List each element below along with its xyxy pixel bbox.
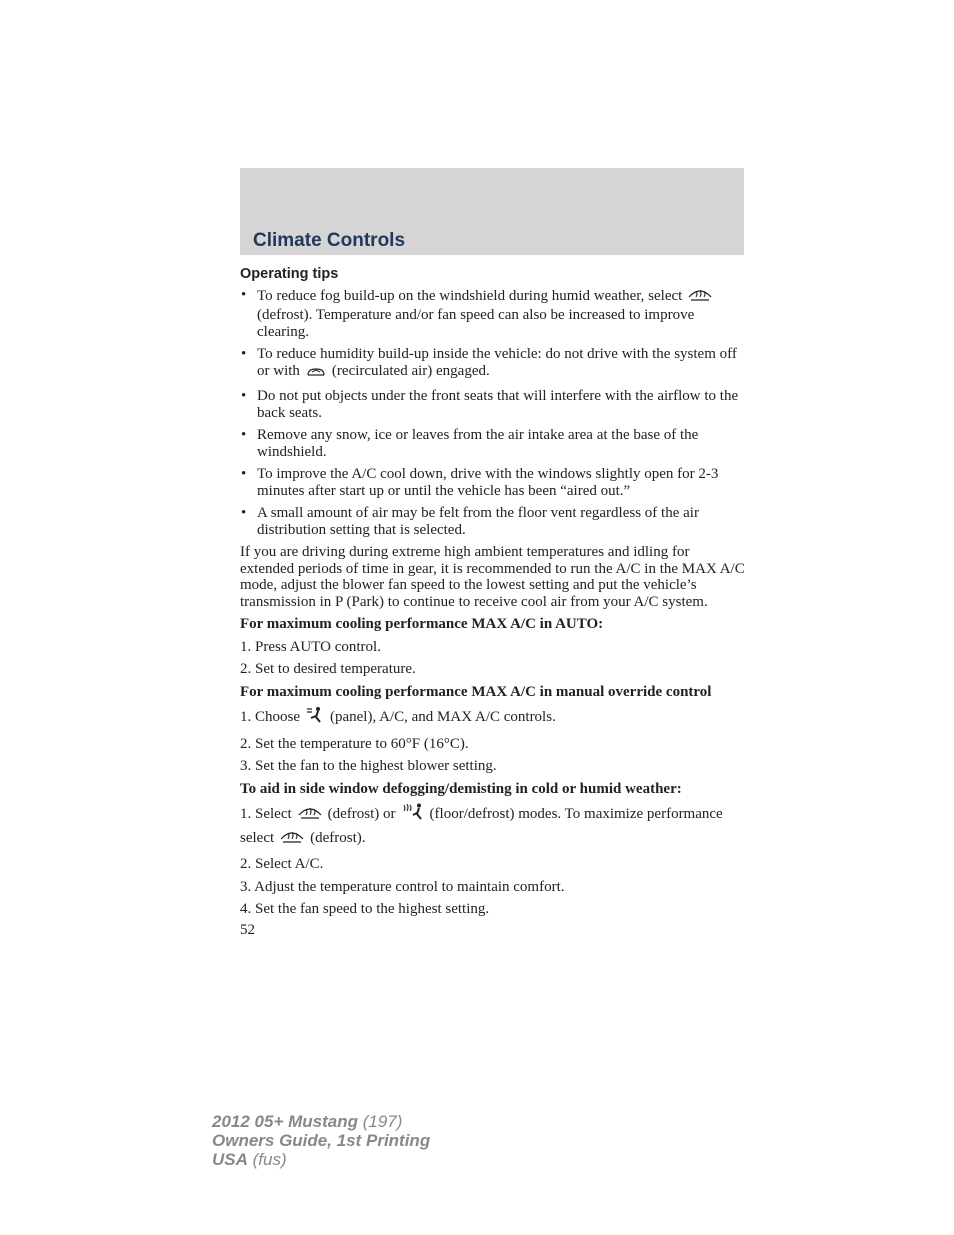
list-item: • To reduce humidity build-up inside the vehicle: do not drive with the system off or with (recirculated air) engaged. [240, 346, 746, 382]
manual-step-3: 3. Set the fan to the highest blower setting. [240, 758, 497, 774]
defog-step-3: 3. Adjust the temperature control to maintain comfort. [240, 878, 565, 895]
auto-step-1: 1. Press AUTO control. [240, 638, 381, 655]
footer-line-3: USA (fus) [212, 1150, 287, 1169]
section-header-bar [240, 168, 744, 255]
page-number: 52 [240, 921, 255, 938]
body-paragraph: If you are driving during extreme high ambient temperatures and idling for extended periods of time in gear, it is recommended to run the A/C in the MAX A/C mode, adjust the blower fan speed to the lowest setting and put the vehicle’s transmission in P (Park) to continue to receive cool air from your A/C system. [240, 544, 745, 610]
auto-heading: For maximum cooling performance MAX A/C in AUTO: [240, 616, 604, 632]
list-item: • Do not put objects under the front seats that will interfere with the airflow to the back seats. [240, 388, 746, 421]
defrost-icon [280, 829, 304, 852]
floor-defrost-icon [402, 803, 424, 828]
defog-heading: To aid in side window defogging/demisting in cold or humid weather: [240, 780, 682, 797]
panel-vent-icon [306, 706, 324, 729]
document-footer [212, 1112, 430, 1169]
manual-step-2: 2. Set the temperature to 60°F (16°C). [240, 735, 469, 752]
manual-step-1: 1. Choose (panel), A/C, and MAX A/C controls. [240, 706, 746, 729]
footer-line-2: Owners Guide, 1st Printing [212, 1131, 431, 1150]
defrost-icon [298, 805, 322, 828]
recirculate-icon [306, 366, 326, 383]
section-heading: Operating tips [240, 266, 339, 282]
list-item: • To reduce fog build-up on the windshield during humid weather, select(defrost). Temperature and/or fan speed can also be increased to improve clearing. [240, 287, 746, 341]
footer-line-1: 2012 05+ Mustang (197) [212, 1112, 403, 1131]
defog-step-2: 2. Select A/C. [240, 856, 324, 872]
tips-list [240, 287, 746, 539]
auto-step-2: 2. Set to desired temperature. [240, 661, 416, 677]
manual-heading: For maximum cooling performance MAX A/C in manual override control [240, 683, 712, 700]
page-content [240, 266, 746, 938]
defrost-icon [688, 287, 712, 308]
defog-step-4: 4. Set the fan speed to the highest setting. [240, 901, 490, 917]
chapter-title: Climate Controls [253, 230, 406, 251]
list-item: • To improve the A/C cool down, drive with the windows slightly open for 2-3 minutes after start up or until the vehicle has been “aired out.” [240, 466, 746, 499]
defog-step-1: 1. Select (defrost) or (floor/defrost) modes. To maximize performance select (defrost). [240, 803, 746, 852]
list-item: • Remove any snow, ice or leaves from the air intake area at the base of the windshield. [240, 427, 746, 460]
list-item: • A small amount of air may be felt from the floor vent regardless of the air distribution setting that is selected. [240, 505, 746, 538]
